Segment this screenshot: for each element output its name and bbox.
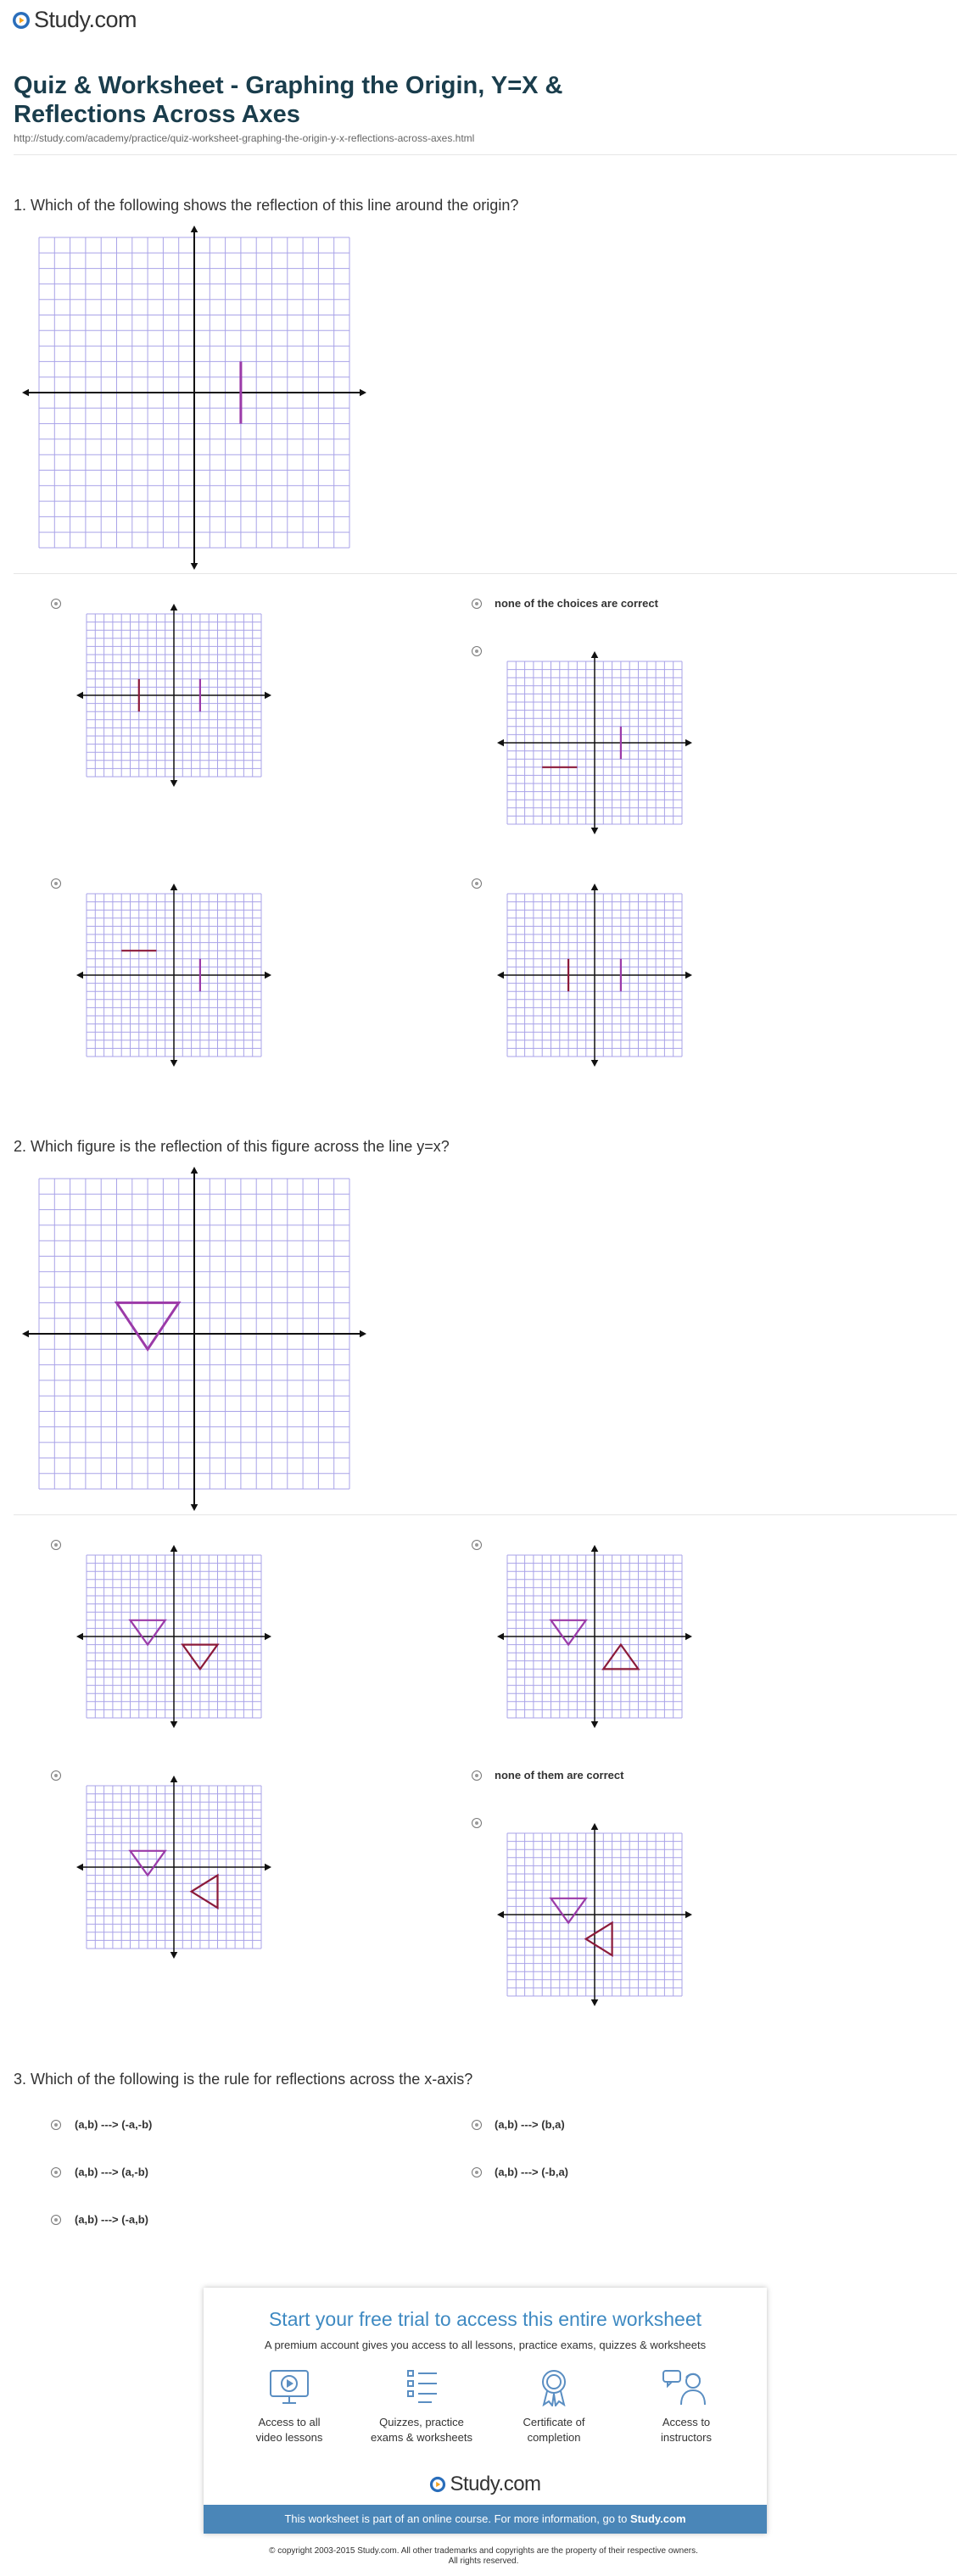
axes (76, 884, 271, 1067)
copyright-line-1: © copyright 2003-2015 Study.com. All other trademarks and copyrights are the property of their respective owners. (269, 2546, 698, 2556)
feature-certificate-line2: completion (527, 2431, 581, 2444)
feature-video-lessons-line1: Access to all (258, 2416, 321, 2428)
x-axis-arrow-left (22, 1330, 29, 1338)
axes (76, 1545, 271, 1728)
question-2-option-b-radio[interactable] (472, 1540, 482, 1550)
page-title: Quiz & Worksheet - Graphing the Origin, Y=X & Reflections Across Axes (14, 72, 563, 128)
feature-video-lessons (226, 2367, 353, 2445)
feature-instructors (623, 2367, 750, 2445)
question-1-option-a-radio[interactable] (51, 599, 61, 609)
question-1-option-c-radio[interactable] (472, 646, 482, 656)
instructor-icon (661, 2367, 712, 2406)
cta-logo-text: Study.com (450, 2473, 541, 2495)
question-3-text: 3. Which of the following is the rule for reflections across the x-axis? (14, 2071, 473, 2088)
x-axis-arrow-right (360, 1330, 366, 1338)
question-3-option-b-label: (a,b) ---> (b,a) (495, 2118, 565, 2131)
question-1-option-e-radio[interactable] (472, 878, 482, 889)
feature-quizzes (358, 2367, 485, 2445)
y-axis-arrow-down (591, 1999, 599, 2006)
y-axis-arrow-up (591, 651, 599, 658)
x-axis-arrow-left (76, 972, 83, 979)
question-2-option-e-radio[interactable] (472, 1818, 482, 1828)
y-axis-arrow-up (191, 1167, 198, 1174)
divider (14, 573, 957, 574)
question-1-option-e-graph (497, 884, 692, 1067)
y-axis-arrow-down (591, 1721, 599, 1728)
free-trial-subtitle: A premium account gives you access to all lessons, practice exams, quizzes & worksheets (264, 2339, 707, 2351)
question-1-option-d-graph (76, 884, 271, 1067)
x-axis-arrow-left (76, 692, 83, 700)
copyright-line-2: All rights reserved. (448, 2556, 519, 2566)
question-1-option-c-graph (497, 651, 692, 834)
course-info-bar (204, 2505, 767, 2534)
question-3-option-c-label: (a,b) ---> (a,-b) (75, 2166, 149, 2178)
question-2-option-e-graph (497, 1823, 692, 2006)
y-axis-arrow-up (191, 226, 198, 232)
question-3-option-c-radio[interactable] (51, 2167, 61, 2177)
question-2-option-c-graph (76, 1776, 271, 1959)
y-axis-arrow-up (170, 1776, 178, 1782)
question-1-option-b-label: none of the choices are correct (495, 597, 658, 610)
y-axis-arrow-down (191, 1504, 198, 1511)
divider (14, 1514, 957, 1515)
question-3-option-a-radio[interactable] (51, 2120, 61, 2130)
x-axis-arrow-left (22, 389, 29, 397)
divider (14, 154, 957, 155)
feature-video-lessons-line2: video lessons (255, 2431, 323, 2444)
free-trial-title[interactable]: Start your free trial to access this entire worksheet (268, 2308, 702, 2330)
y-axis-arrow-up (170, 1545, 178, 1552)
axes (497, 1545, 692, 1728)
logo-text: Study.com (34, 7, 137, 32)
x-axis-arrow-left (497, 972, 504, 979)
y-axis-arrow-down (191, 563, 198, 570)
course-info-link[interactable]: Study.com (630, 2512, 686, 2525)
question-2-graph (22, 1167, 366, 1511)
copyright-footer (0, 2546, 967, 2567)
question-1-text: 1. Which of the following shows the reflection of this line around the origin? (14, 197, 519, 214)
y-axis-arrow-down (170, 780, 178, 787)
question-1-graph (22, 226, 366, 570)
question-2-text: 2. Which figure is the reflection of this figure across the line y=x? (14, 1138, 450, 1155)
x-axis-arrow-right (265, 972, 271, 979)
y-axis-arrow-up (591, 1823, 599, 1830)
feature-certificate-line1: Certificate of (523, 2416, 585, 2428)
axes (22, 1167, 366, 1511)
question-2-option-d-radio[interactable] (472, 1770, 482, 1781)
certificate-icon (532, 2367, 576, 2406)
question-3-option-b-radio[interactable] (472, 2120, 482, 2130)
x-axis-arrow-left (76, 1633, 83, 1641)
question-3-option-e-label: (a,b) ---> (-a,b) (75, 2213, 149, 2226)
x-axis-arrow-right (685, 739, 692, 747)
x-axis-arrow-right (265, 692, 271, 700)
cta-study-logo[interactable] (204, 2473, 767, 2496)
x-axis-arrow-left (497, 1633, 504, 1641)
question-2-option-c-radio[interactable] (51, 1770, 61, 1781)
free-trial-panel (204, 2288, 767, 2534)
study-logo[interactable] (12, 7, 137, 33)
x-axis-arrow-right (685, 1633, 692, 1641)
play-circle-icon (12, 11, 31, 30)
y-axis-arrow-up (591, 884, 599, 890)
feature-instructors-line1: Access to (662, 2416, 711, 2428)
x-axis-arrow-right (265, 1633, 271, 1641)
axes (76, 1776, 271, 1959)
feature-quizzes-line2: exams & worksheets (371, 2431, 472, 2444)
axes (76, 604, 271, 787)
y-axis-arrow-down (170, 1721, 178, 1728)
page-url: http://study.com/academy/practice/quiz-worksheet-graphing-the-origin-y-x-reflections-across-axes.html (14, 132, 475, 144)
question-3-option-a-label: (a,b) ---> (-a,-b) (75, 2118, 153, 2131)
question-2-option-d-label: none of them are correct (495, 1769, 624, 1781)
question-1-option-b-radio[interactable] (472, 599, 482, 609)
axes (22, 226, 366, 570)
x-axis-arrow-right (685, 972, 692, 979)
feature-quizzes-line1: Quizzes, practice (379, 2416, 464, 2428)
x-axis-arrow-right (265, 1864, 271, 1871)
y-axis-arrow-down (170, 1060, 178, 1067)
y-axis-arrow-down (591, 828, 599, 834)
x-axis-arrow-right (360, 389, 366, 397)
x-axis-arrow-left (497, 1911, 504, 1919)
x-axis-arrow-right (685, 1911, 692, 1919)
y-axis-arrow-up (591, 1545, 599, 1552)
question-2-option-a-graph (76, 1545, 271, 1728)
y-axis-arrow-down (591, 1060, 599, 1067)
axes (497, 651, 692, 834)
play-circle-icon (429, 2476, 446, 2493)
question-3-option-d-radio[interactable] (472, 2167, 482, 2177)
question-2-option-a-radio[interactable] (51, 1540, 61, 1550)
video-lesson-icon (267, 2367, 311, 2406)
feature-certificate (490, 2367, 618, 2445)
axes (497, 1823, 692, 2006)
y-axis-arrow-up (170, 604, 178, 611)
question-3-option-d-label: (a,b) ---> (-b,a) (495, 2166, 569, 2178)
question-3-option-e-radio[interactable] (51, 2215, 61, 2225)
question-2-option-b-graph (497, 1545, 692, 1728)
feature-instructors-line2: instructors (661, 2431, 712, 2444)
y-axis-arrow-up (170, 884, 178, 890)
x-axis-arrow-left (497, 739, 504, 747)
course-info-text: This worksheet is part of an online course. For more information, go to (284, 2512, 628, 2525)
axes (497, 884, 692, 1067)
question-1-option-a-graph (76, 604, 271, 787)
quiz-list-icon (400, 2367, 444, 2406)
question-1-option-d-radio[interactable] (51, 878, 61, 889)
y-axis-arrow-down (170, 1952, 178, 1959)
x-axis-arrow-left (76, 1864, 83, 1871)
